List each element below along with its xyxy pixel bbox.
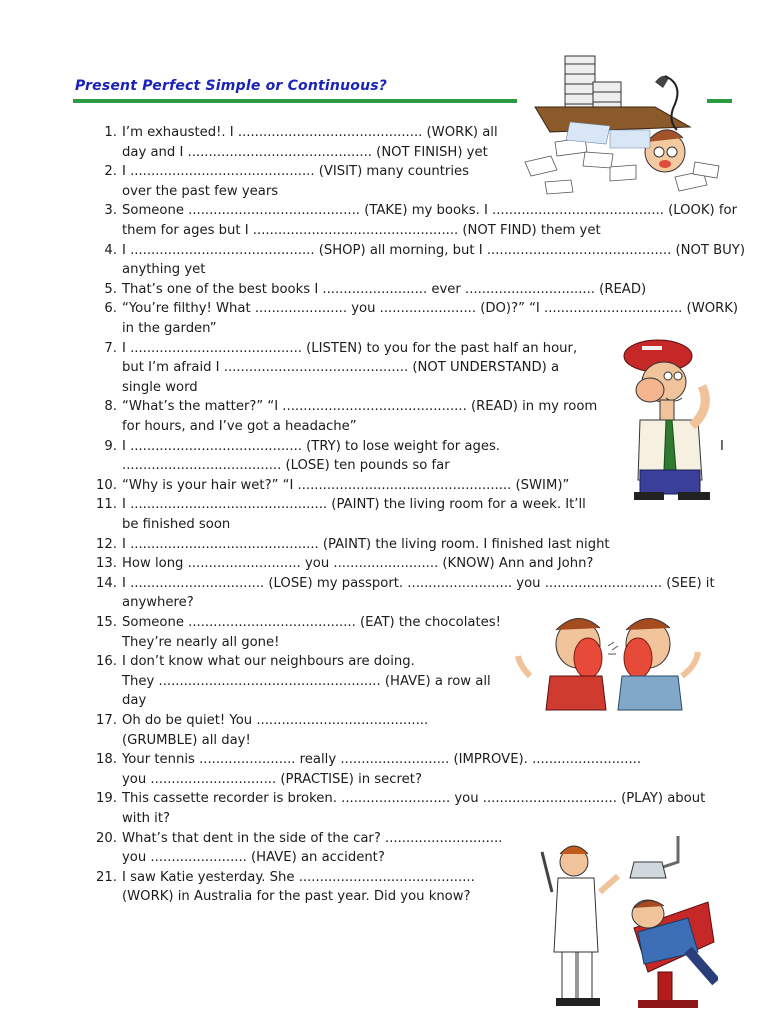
- exercise-line: over the past few years: [122, 183, 279, 199]
- item-number: 18.: [96, 752, 117, 768]
- exercise-line: I ......................................... (LISTEN) to you for the past half an hour,: [122, 340, 578, 356]
- exercise-line: I ............................................. (PAINT) the living room. I finished last night: [122, 536, 610, 552]
- exercise-line: Oh do be quiet! You .........................................: [122, 713, 429, 728]
- exercise-line: anywhere?: [122, 595, 194, 611]
- exercise-line: I’m exhausted!. I ............................................ (WORK) all: [122, 125, 498, 140]
- item-number: 10.: [96, 477, 117, 493]
- exercise-line: They’re nearly all gone!: [122, 634, 280, 650]
- item-number: 13.: [96, 556, 117, 572]
- item-number: 17.: [96, 713, 117, 728]
- exercise-line: Your tennis ....................... really .......................... (IMPROVE). ..........................: [122, 752, 642, 768]
- item-number: 5.: [104, 281, 117, 297]
- exercise-line: They ..................................................... (HAVE) a row all: [122, 673, 491, 689]
- exercise-line: I ............................................ (VISIT) many countries: [122, 164, 469, 180]
- item-number: 15.: [96, 615, 117, 630]
- item-number: 9.: [104, 438, 117, 454]
- item-number: 2.: [104, 164, 117, 180]
- exercise-line: anything yet: [122, 262, 206, 278]
- exercise-line: in the garden”: [122, 321, 217, 336]
- exercise-line: day: [122, 693, 147, 709]
- exercise-line: be finished soon: [122, 517, 231, 532]
- stressed-office-worker-illustration: [515, 52, 735, 200]
- dentist-and-patient-illustration: [538, 832, 718, 1012]
- exercise-line: That’s one of the best books I ......................... ever ............................... (READ): [122, 281, 647, 297]
- man-with-headache-illustration: [620, 330, 720, 502]
- item-number: 19.: [96, 791, 117, 807]
- title-underline-left: [73, 99, 517, 103]
- exercise-line: I saw Katie yesterday. She ..........................................: [122, 869, 475, 885]
- exercise-line: What’s that dent in the side of the car? ............................: [122, 830, 503, 846]
- item-number: 1.: [104, 125, 117, 140]
- exercise-line: I ................................ (LOSE) my passport. ......................... you ............................ (SEE) it: [122, 575, 715, 591]
- exercise-line: “Why is your hair wet?” “I ................................................... (SWIM)”: [122, 477, 570, 493]
- exercise-line: I ............................................... (PAINT) the living room for a week. It’ll: [122, 497, 586, 513]
- item-number: 7.: [104, 340, 117, 356]
- exercise-line: I ......................................... (TRY) to lose weight for ages.: [122, 438, 501, 454]
- item-number: 21.: [96, 869, 117, 885]
- exercise-trailing-word: I: [720, 438, 724, 454]
- exercise-line: single word: [122, 379, 198, 395]
- item-number: 11.: [96, 497, 117, 513]
- exercise-line: for hours, and I’ve got a headache”: [122, 419, 357, 434]
- item-number: 4.: [104, 242, 117, 258]
- item-number: 3.: [104, 203, 117, 219]
- item-number: 14.: [96, 575, 117, 591]
- item-number: 6.: [104, 301, 117, 317]
- worksheet-title: Present Perfect Simple or Continuous?: [75, 78, 388, 94]
- exercise-line: ...................................... (LOSE) ten pounds so far: [122, 458, 450, 474]
- item-number: 20.: [96, 830, 117, 846]
- exercise-line: “What’s the matter?” “I ............................................ (READ) in my room: [122, 399, 598, 415]
- item-number: 12.: [96, 536, 117, 552]
- exercise-line: them for ages but I ................................................. (NOT FIND) them yet: [122, 223, 601, 238]
- exercise-line: but I’m afraid I ............................................ (NOT UNDERSTAND) a: [122, 360, 560, 376]
- exercise-line: How long ........................... you ......................... (KNOW) Ann and John?: [122, 556, 594, 572]
- exercise-line: you ....................... (HAVE) an accident?: [122, 850, 385, 866]
- exercise-line: you .............................. (PRACTISE) in secret?: [122, 771, 422, 787]
- exercise-line: (GRUMBLE) all day!: [122, 732, 251, 748]
- arguing-neighbours-illustration: [510, 606, 720, 714]
- exercise-line: Someone ........................................ (EAT) the chocolates!: [122, 615, 501, 630]
- exercise-line: day and I ............................................ (NOT FINISH) yet: [122, 144, 488, 160]
- exercise-line: Someone ......................................... (TAKE) my books. I ......................................... (LOOK) for: [122, 203, 737, 219]
- item-number: 16.: [96, 654, 117, 670]
- exercise-line: with it?: [122, 811, 171, 826]
- exercise-line: (WORK) in Australia for the past year. Did you know?: [122, 889, 471, 905]
- exercise-line: “You’re filthy! What ...................... you ....................... (DO)?” “I ................................. (WORK): [122, 301, 739, 317]
- exercise-line: I ............................................ (SHOP) all morning, but I ............................................ (NOT BUY): [122, 242, 746, 258]
- exercise-line: I don’t know what our neighbours are doing.: [122, 654, 415, 670]
- exercise-line: This cassette recorder is broken. .......................... you ................................ (PLAY) about: [122, 791, 706, 807]
- item-number: 8.: [104, 399, 117, 415]
